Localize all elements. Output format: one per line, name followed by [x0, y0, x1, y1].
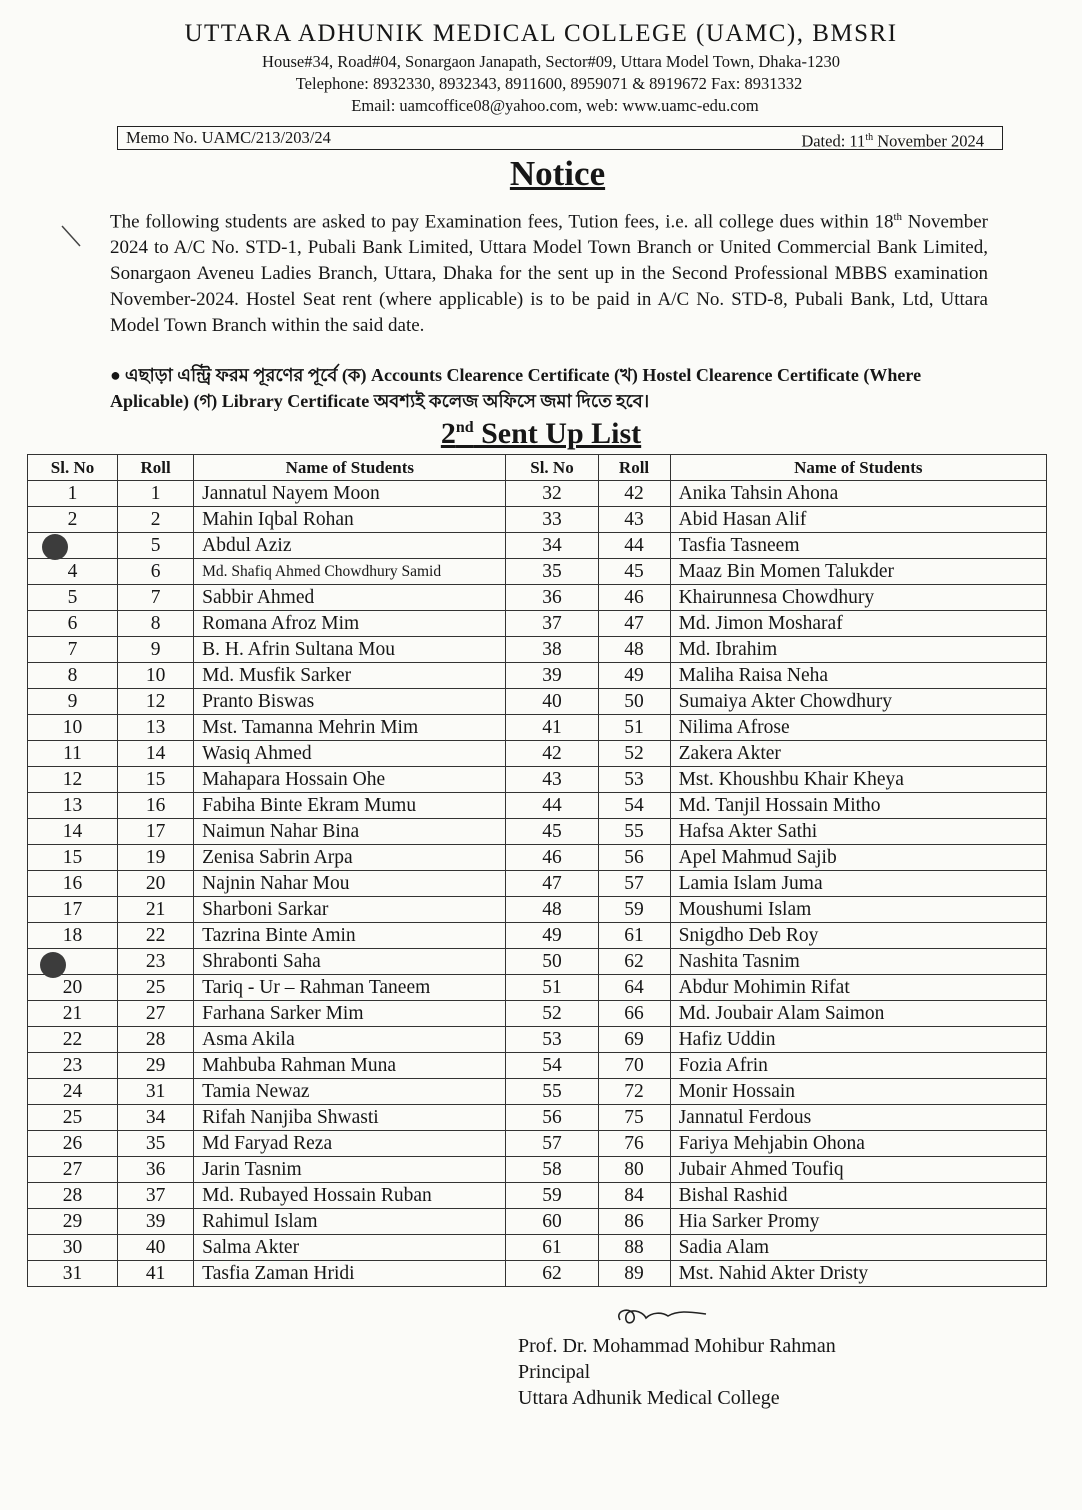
- college-name: UTTARA ADHUNIK MEDICAL COLLEGE (UAMC), BMSRI: [184, 20, 898, 47]
- student-name: Nilima Afrose: [670, 715, 1046, 741]
- pen-mark: [60, 224, 82, 250]
- table-row: [28, 871, 1047, 897]
- serial-number: 46: [506, 845, 598, 871]
- roll-number: 22: [118, 923, 194, 949]
- student-name: Mahbuba Rahman Muna: [194, 1053, 506, 1079]
- table-row: [28, 1079, 1047, 1105]
- roll-number: 16: [118, 793, 194, 819]
- table-row: [28, 1053, 1047, 1079]
- email-web-line: Email: uamcoffice08@yahoo.com, web: www.uamc-edu.com: [351, 96, 759, 115]
- serial-number: 15: [28, 845, 118, 871]
- table-row: [28, 741, 1047, 767]
- serial-number: 53: [506, 1027, 598, 1053]
- student-name: Sadia Alam: [670, 1235, 1046, 1261]
- table-row: [28, 845, 1047, 871]
- table-row: [28, 1001, 1047, 1027]
- student-name: Maaz Bin Momen Talukder: [670, 559, 1046, 585]
- roll-number: 27: [118, 1001, 194, 1027]
- student-name: Tariq - Ur – Rahman Taneem: [194, 975, 506, 1001]
- serial-number: 6: [28, 611, 118, 637]
- serial-number: 49: [506, 923, 598, 949]
- table-row: [28, 975, 1047, 1001]
- student-name: Md. Musfik Sarker: [194, 663, 506, 689]
- roll-number: 25: [118, 975, 194, 1001]
- student-name: Md Faryad Reza: [194, 1131, 506, 1157]
- roll-number: 66: [598, 1001, 670, 1027]
- serial-number: 41: [506, 715, 598, 741]
- student-name: Abdur Mohimin Rifat: [670, 975, 1046, 1001]
- student-name: Mahin Iqbal Rohan: [194, 507, 506, 533]
- student-name: Apel Mahmud Sajib: [670, 845, 1046, 871]
- serial-number: 17: [28, 897, 118, 923]
- table-row: [28, 1105, 1047, 1131]
- student-name: Md. Rubayed Hossain Ruban: [194, 1183, 506, 1209]
- roll-number: 64: [598, 975, 670, 1001]
- student-name: Snigdho Deb Roy: [670, 923, 1046, 949]
- roll-number: 40: [118, 1235, 194, 1261]
- serial-number: 18: [28, 923, 118, 949]
- student-name: Bishal Rashid: [670, 1183, 1046, 1209]
- student-name: Sabbir Ahmed: [194, 585, 506, 611]
- roll-number: 8: [118, 611, 194, 637]
- serial-number: 39: [506, 663, 598, 689]
- list-title: 2nd Sent Up List: [440, 417, 642, 450]
- roll-number: 72: [598, 1079, 670, 1105]
- student-name: Tazrina Binte Amin: [194, 923, 506, 949]
- roll-number: 70: [598, 1053, 670, 1079]
- roll-number: 39: [118, 1209, 194, 1235]
- serial-number: 27: [28, 1157, 118, 1183]
- table-row: [28, 1209, 1047, 1235]
- serial-number: 8: [28, 663, 118, 689]
- student-name: Anika Tahsin Ahona: [670, 481, 1046, 507]
- student-name: Md. Jimon Mosharaf: [670, 611, 1046, 637]
- sent-up-table: [27, 454, 1047, 1287]
- student-name: Wasiq Ahmed: [194, 741, 506, 767]
- memo-number: Memo No. UAMC/213/203/24: [126, 128, 331, 147]
- table-row: [28, 767, 1047, 793]
- roll-number: 48: [598, 637, 670, 663]
- serial-number: 34: [506, 533, 598, 559]
- roll-number: 84: [598, 1183, 670, 1209]
- student-name: Fabiha Binte Ekram Mumu: [194, 793, 506, 819]
- roll-number: 29: [118, 1053, 194, 1079]
- student-name: Hafiz Uddin: [670, 1027, 1046, 1053]
- student-name: Asma Akila: [194, 1027, 506, 1053]
- table-row: [28, 1235, 1047, 1261]
- roll-number: 5: [118, 533, 194, 559]
- table-row: [28, 949, 1047, 975]
- student-name: Jannatul Ferdous: [670, 1105, 1046, 1131]
- student-name: Najnin Nahar Mou: [194, 871, 506, 897]
- serial-number: 51: [506, 975, 598, 1001]
- punch-hole: [40, 952, 66, 978]
- roll-number: 50: [598, 689, 670, 715]
- serial-number: 24: [28, 1079, 118, 1105]
- student-name: Zakera Akter: [670, 741, 1046, 767]
- memo-date: Dated: 11th November 2024: [801, 131, 984, 151]
- serial-number: 54: [506, 1053, 598, 1079]
- serial-number: 28: [28, 1183, 118, 1209]
- bullet-icon: ●: [110, 365, 121, 385]
- table-header-row: [28, 455, 1047, 481]
- serial-number: 2: [28, 507, 118, 533]
- roll-number: 19: [118, 845, 194, 871]
- serial-number: 36: [506, 585, 598, 611]
- roll-number: 80: [598, 1157, 670, 1183]
- roll-number: 44: [598, 533, 670, 559]
- student-name: Mst. Khoushbu Khair Kheya: [670, 767, 1046, 793]
- student-name: Md. Shafiq Ahmed Chowdhury Samid: [194, 559, 506, 585]
- roll-number: 69: [598, 1027, 670, 1053]
- roll-number: 9: [118, 637, 194, 663]
- serial-number: 55: [506, 1079, 598, 1105]
- serial-number: 29: [28, 1209, 118, 1235]
- notice-body: The following students are asked to pay Examination fees, Tution fees, i.e. all college dues within 18th November 2024 to A/C No. STD-1, Pubali Bank Limited, Uttara Model Town Branch or United Commercial Bank Limited, Sonargaon Aveneu Ladies Branch, Uttara, Dhaka for the sent up in the Second Professional MBBS examination November-2024. Hostel Seat rent (where applicable) is to be paid in A/C No. STD-8, Pubali Bank, Ltd, Uttara Model Town Branch within the said date.: [110, 211, 988, 337]
- student-name: Monir Hossain: [670, 1079, 1046, 1105]
- roll-number: 55: [598, 819, 670, 845]
- student-name: Md. Joubair Alam Saimon: [670, 1001, 1046, 1027]
- table-row: [28, 507, 1047, 533]
- serial-number: [28, 533, 118, 559]
- roll-number: 75: [598, 1105, 670, 1131]
- serial-number: 22: [28, 1027, 118, 1053]
- serial-number: 26: [28, 1131, 118, 1157]
- serial-number: 25: [28, 1105, 118, 1131]
- roll-number: 31: [118, 1079, 194, 1105]
- roll-number: 37: [118, 1183, 194, 1209]
- roll-number: 21: [118, 897, 194, 923]
- table-row: [28, 663, 1047, 689]
- serial-number: 7: [28, 637, 118, 663]
- serial-number: 43: [506, 767, 598, 793]
- table-row: [28, 1157, 1047, 1183]
- table-row: [28, 715, 1047, 741]
- serial-number: 56: [506, 1105, 598, 1131]
- serial-number: 30: [28, 1235, 118, 1261]
- student-name: Tamia Newaz: [194, 1079, 506, 1105]
- table-row: [28, 585, 1047, 611]
- roll-number: 42: [598, 481, 670, 507]
- student-name: Sharboni Sarkar: [194, 897, 506, 923]
- serial-number: 62: [506, 1261, 598, 1287]
- student-name: B. H. Afrin Sultana Mou: [194, 637, 506, 663]
- roll-number: 52: [598, 741, 670, 767]
- table-row: [28, 1131, 1047, 1157]
- table-row: [28, 897, 1047, 923]
- roll-number: 2: [118, 507, 194, 533]
- student-name: Romana Afroz Mim: [194, 611, 506, 637]
- serial-number: 13: [28, 793, 118, 819]
- serial-number: 37: [506, 611, 598, 637]
- serial-number: 14: [28, 819, 118, 845]
- student-name: Jannatul Nayem Moon: [194, 481, 506, 507]
- student-name: Moushumi Islam: [670, 897, 1046, 923]
- roll-number: 46: [598, 585, 670, 611]
- serial-number: 5: [28, 585, 118, 611]
- student-name: Zenisa Sabrin Arpa: [194, 845, 506, 871]
- roll-number: 28: [118, 1027, 194, 1053]
- header-sl: Sl. No: [506, 455, 598, 481]
- table-row: [28, 559, 1047, 585]
- serial-number: 20: [28, 975, 118, 1001]
- requirement-text: এছাড়া এন্ট্রি ফরম পূরণের পূর্বে (ক) Accounts Clearence Certificate (খ) Hostel Clearence Certificate (Where Aplicable) (গ) Library Certificate অবশ্যই কলেজ অফিসে জমা দিতে হবে।: [110, 365, 922, 411]
- serial-number: 45: [506, 819, 598, 845]
- student-name: Abid Hasan Alif: [670, 507, 1046, 533]
- serial-number: 44: [506, 793, 598, 819]
- student-name: Salma Akter: [194, 1235, 506, 1261]
- serial-number: 35: [506, 559, 598, 585]
- table-body: [28, 481, 1047, 1287]
- serial-number: 38: [506, 637, 598, 663]
- serial-number: 1: [28, 481, 118, 507]
- roll-number: 57: [598, 871, 670, 897]
- student-name: Abdul Aziz: [194, 533, 506, 559]
- table-row: [28, 533, 1047, 559]
- serial-number: 9: [28, 689, 118, 715]
- roll-number: 51: [598, 715, 670, 741]
- roll-number: 36: [118, 1157, 194, 1183]
- student-name: Tasfia Zaman Hridi: [194, 1261, 506, 1287]
- header-name: Name of Students: [194, 455, 506, 481]
- roll-number: 23: [118, 949, 194, 975]
- serial-number: 48: [506, 897, 598, 923]
- roll-number: 15: [118, 767, 194, 793]
- serial-number: 61: [506, 1235, 598, 1261]
- header-roll: Roll: [118, 455, 194, 481]
- table-row: [28, 481, 1047, 507]
- memo-bar: [117, 126, 1003, 150]
- roll-number: 17: [118, 819, 194, 845]
- roll-number: 43: [598, 507, 670, 533]
- roll-number: 14: [118, 741, 194, 767]
- student-name: Tasfia Tasneem: [670, 533, 1046, 559]
- roll-number: 7: [118, 585, 194, 611]
- serial-number: 31: [28, 1261, 118, 1287]
- serial-number: 23: [28, 1053, 118, 1079]
- serial-number: 50: [506, 949, 598, 975]
- header-name: Name of Students: [670, 455, 1046, 481]
- table-row: [28, 1261, 1047, 1287]
- serial-number: 60: [506, 1209, 598, 1235]
- student-name: Md. Tanjil Hossain Mitho: [670, 793, 1046, 819]
- serial-number: 59: [506, 1183, 598, 1209]
- table-row: [28, 923, 1047, 949]
- table-row: [28, 793, 1047, 819]
- roll-number: 76: [598, 1131, 670, 1157]
- header-roll: Roll: [598, 455, 670, 481]
- serial-number: 42: [506, 741, 598, 767]
- serial-number: 10: [28, 715, 118, 741]
- student-name: Mst. Nahid Akter Dristy: [670, 1261, 1046, 1287]
- student-name: Fariya Mehjabin Ohona: [670, 1131, 1046, 1157]
- student-name: Sumaiya Akter Chowdhury: [670, 689, 1046, 715]
- table-row: [28, 1027, 1047, 1053]
- roll-number: 89: [598, 1261, 670, 1287]
- roll-number: 1: [118, 481, 194, 507]
- serial-number: 47: [506, 871, 598, 897]
- student-name: Pranto Biswas: [194, 689, 506, 715]
- serial-number: 16: [28, 871, 118, 897]
- serial-number: 33: [506, 507, 598, 533]
- contact-line: Telephone: 8932330, 8932343, 8911600, 8959071 & 8919672 Fax: 8931332: [295, 74, 803, 93]
- student-name: Md. Ibrahim: [670, 637, 1046, 663]
- roll-number: 13: [118, 715, 194, 741]
- student-name: Fozia Afrin: [670, 1053, 1046, 1079]
- student-name: Naimun Nahar Bina: [194, 819, 506, 845]
- roll-number: 45: [598, 559, 670, 585]
- roll-number: 47: [598, 611, 670, 637]
- roll-number: 35: [118, 1131, 194, 1157]
- student-name: Shrabonti Saha: [194, 949, 506, 975]
- roll-number: 53: [598, 767, 670, 793]
- table-row: [28, 1183, 1047, 1209]
- table-row: [28, 689, 1047, 715]
- notice-title: Notice: [509, 154, 606, 193]
- student-name: Rifah Nanjiba Shwasti: [194, 1105, 506, 1131]
- table-row: [28, 611, 1047, 637]
- student-name: Jubair Ahmed Toufiq: [670, 1157, 1046, 1183]
- header-sl: Sl. No: [28, 455, 118, 481]
- student-name: Rahimul Islam: [194, 1209, 506, 1235]
- student-name: Mahapara Hossain Ohe: [194, 767, 506, 793]
- serial-number: 40: [506, 689, 598, 715]
- roll-number: 86: [598, 1209, 670, 1235]
- student-name: Hia Sarker Promy: [670, 1209, 1046, 1235]
- roll-number: 10: [118, 663, 194, 689]
- student-name: Nashita Tasnim: [670, 949, 1046, 975]
- roll-number: 62: [598, 949, 670, 975]
- student-name: Lamia Islam Juma: [670, 871, 1046, 897]
- serial-number: 57: [506, 1131, 598, 1157]
- signature-block: [518, 1333, 836, 1411]
- table-row: [28, 819, 1047, 845]
- student-name: Khairunnesa Chowdhury: [670, 585, 1046, 611]
- roll-number: 6: [118, 559, 194, 585]
- signature-mark: [612, 1300, 712, 1330]
- signatory-designation: Principal: [518, 1361, 591, 1383]
- roll-number: 49: [598, 663, 670, 689]
- signatory-name: Prof. Dr. Mohammad Mohibur Rahman: [518, 1335, 836, 1357]
- table-row: [28, 637, 1047, 663]
- serial-number: 12: [28, 767, 118, 793]
- roll-number: 41: [118, 1261, 194, 1287]
- signatory-institution: Uttara Adhunik Medical College: [518, 1387, 780, 1409]
- address-line: House#34, Road#04, Sonargaon Janapath, Sector#09, Uttara Model Town, Dhaka-1230: [262, 52, 840, 71]
- serial-number: 21: [28, 1001, 118, 1027]
- student-name: Mst. Tamanna Mehrin Mim: [194, 715, 506, 741]
- student-name: Hafsa Akter Sathi: [670, 819, 1046, 845]
- serial-number: 32: [506, 481, 598, 507]
- certificate-requirement: [110, 362, 990, 414]
- student-name: Jarin Tasnim: [194, 1157, 506, 1183]
- punch-hole: [42, 534, 68, 560]
- serial-number: 11: [28, 741, 118, 767]
- roll-number: 59: [598, 897, 670, 923]
- roll-number: 56: [598, 845, 670, 871]
- roll-number: 12: [118, 689, 194, 715]
- roll-number: 34: [118, 1105, 194, 1131]
- student-name: Maliha Raisa Neha: [670, 663, 1046, 689]
- roll-number: 54: [598, 793, 670, 819]
- serial-number: 4: [28, 559, 118, 585]
- roll-number: 61: [598, 923, 670, 949]
- roll-number: 20: [118, 871, 194, 897]
- student-name: Farhana Sarker Mim: [194, 1001, 506, 1027]
- roll-number: 88: [598, 1235, 670, 1261]
- serial-number: 52: [506, 1001, 598, 1027]
- serial-number: 58: [506, 1157, 598, 1183]
